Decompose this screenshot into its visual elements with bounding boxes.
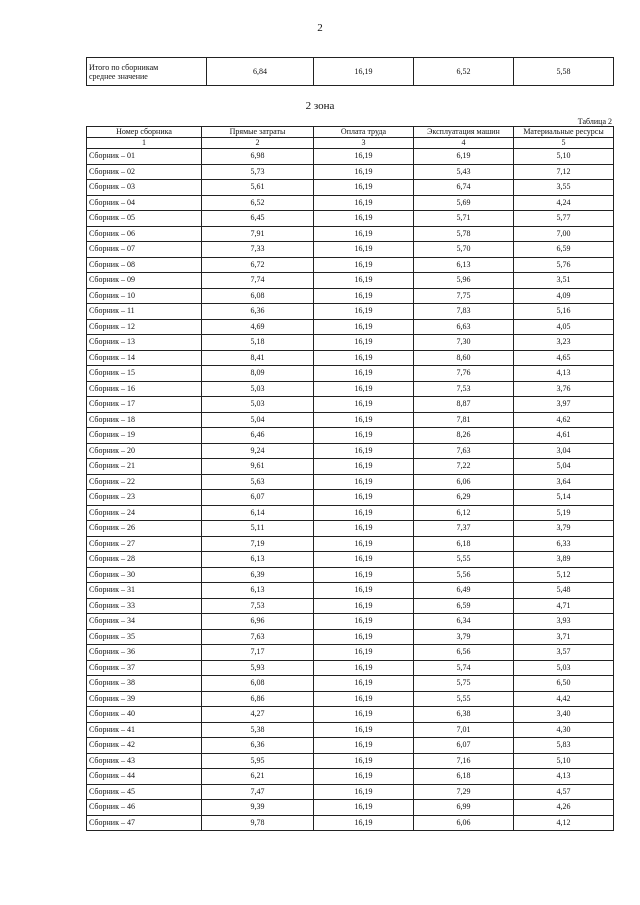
cell-direct-costs: 7,91: [202, 226, 314, 242]
cell-machines: 6,18: [414, 769, 514, 785]
cell-direct-costs: 6,36: [202, 738, 314, 754]
cell-direct-costs: 6,13: [202, 552, 314, 568]
cell-labor: 16,19: [314, 567, 414, 583]
cell-direct-costs: 8,09: [202, 366, 314, 382]
collections-table: [86, 126, 614, 831]
cell-materials: 3,97: [514, 397, 614, 413]
cell-collection-name: Сборник – 40: [87, 707, 202, 723]
cell-collection-name: Сборник – 18: [87, 412, 202, 428]
cell-labor: 16,19: [314, 443, 414, 459]
cell-direct-costs: 5,03: [202, 397, 314, 413]
table-row: [87, 319, 614, 335]
cell-machines: 5,56: [414, 567, 514, 583]
table-row: [87, 629, 614, 645]
cell-materials: 3,23: [514, 335, 614, 351]
cell-materials: 3,71: [514, 629, 614, 645]
cell-direct-costs: 5,73: [202, 164, 314, 180]
cell-direct-costs: 9,39: [202, 800, 314, 816]
cell-materials: 3,76: [514, 381, 614, 397]
cell-direct-costs: 8,41: [202, 350, 314, 366]
cell-direct-costs: 6,46: [202, 428, 314, 444]
cell-labor: 16,19: [314, 536, 414, 552]
cell-machines: 5,96: [414, 273, 514, 289]
table-caption: Таблица 2: [577, 117, 612, 126]
cell-collection-name: Сборник – 16: [87, 381, 202, 397]
table-row: [87, 366, 614, 382]
table-row: [87, 784, 614, 800]
cell-materials: 3,51: [514, 273, 614, 289]
summary-value-materials: 5,58: [514, 58, 614, 86]
cell-labor: 16,19: [314, 381, 414, 397]
cell-labor: 16,19: [314, 242, 414, 258]
cell-collection-name: Сборник – 08: [87, 257, 202, 273]
cell-machines: 6,19: [414, 149, 514, 165]
cell-collection-name: Сборник – 45: [87, 784, 202, 800]
table-row: [87, 614, 614, 630]
cell-labor: 16,19: [314, 521, 414, 537]
cell-labor: 16,19: [314, 738, 414, 754]
summary-row: [87, 58, 614, 86]
table-row: [87, 753, 614, 769]
table-row: [87, 288, 614, 304]
cell-collection-name: Сборник – 39: [87, 691, 202, 707]
cell-materials: 4,71: [514, 598, 614, 614]
cell-machines: 6,29: [414, 490, 514, 506]
cell-materials: 3,79: [514, 521, 614, 537]
cell-direct-costs: 6,96: [202, 614, 314, 630]
cell-collection-name: Сборник – 42: [87, 738, 202, 754]
table-row: [87, 397, 614, 413]
cell-labor: 16,19: [314, 428, 414, 444]
cell-machines: 6,34: [414, 614, 514, 630]
summary-table: [86, 57, 614, 86]
cell-collection-name: Сборник – 35: [87, 629, 202, 645]
cell-machines: 5,75: [414, 676, 514, 692]
cell-labor: 16,19: [314, 304, 414, 320]
table-row: [87, 738, 614, 754]
table-row: [87, 800, 614, 816]
table-body: [87, 149, 614, 831]
table-row: [87, 660, 614, 676]
cell-materials: 4,09: [514, 288, 614, 304]
cell-materials: 3,57: [514, 645, 614, 661]
cell-materials: 3,89: [514, 552, 614, 568]
cell-labor: 16,19: [314, 459, 414, 475]
table-row: [87, 381, 614, 397]
cell-materials: 5,16: [514, 304, 614, 320]
cell-machines: 6,07: [414, 738, 514, 754]
cell-collection-name: Сборник – 44: [87, 769, 202, 785]
cell-machines: 7,81: [414, 412, 514, 428]
cell-machines: 7,29: [414, 784, 514, 800]
cell-machines: 5,69: [414, 195, 514, 211]
cell-machines: 7,75: [414, 288, 514, 304]
cell-machines: 3,79: [414, 629, 514, 645]
cell-machines: 5,74: [414, 660, 514, 676]
zone-heading: 2 зона: [305, 100, 335, 112]
cell-direct-costs: 7,63: [202, 629, 314, 645]
cell-direct-costs: 5,93: [202, 660, 314, 676]
cell-materials: 3,55: [514, 180, 614, 196]
cell-collection-name: Сборник – 21: [87, 459, 202, 475]
cell-machines: 7,63: [414, 443, 514, 459]
header-direct-costs: Прямые затраты: [202, 127, 314, 138]
cell-collection-name: Сборник – 10: [87, 288, 202, 304]
cell-machines: 6,06: [414, 474, 514, 490]
cell-direct-costs: 7,74: [202, 273, 314, 289]
cell-materials: 3,04: [514, 443, 614, 459]
table-header-row: [87, 127, 614, 138]
cell-direct-costs: 6,07: [202, 490, 314, 506]
cell-machines: 7,53: [414, 381, 514, 397]
table-row: [87, 335, 614, 351]
cell-direct-costs: 9,61: [202, 459, 314, 475]
cell-direct-costs: 6,45: [202, 211, 314, 227]
cell-machines: 5,78: [414, 226, 514, 242]
cell-labor: 16,19: [314, 335, 414, 351]
cell-materials: 5,12: [514, 567, 614, 583]
cell-materials: 4,62: [514, 412, 614, 428]
cell-collection-name: Сборник – 04: [87, 195, 202, 211]
table-row: [87, 304, 614, 320]
cell-collection-name: Сборник – 37: [87, 660, 202, 676]
cell-machines: 8,87: [414, 397, 514, 413]
cell-machines: 7,76: [414, 366, 514, 382]
cell-direct-costs: 5,04: [202, 412, 314, 428]
table-row: [87, 676, 614, 692]
cell-labor: 16,19: [314, 753, 414, 769]
cell-materials: 5,10: [514, 149, 614, 165]
cell-machines: 5,70: [414, 242, 514, 258]
summary-label-line2: среднее значение: [89, 71, 148, 81]
cell-collection-name: Сборник – 41: [87, 722, 202, 738]
cell-labor: 16,19: [314, 784, 414, 800]
header-collection-number: Номер сборника: [87, 127, 202, 138]
header-materials: Материальные ресурсы: [514, 127, 614, 138]
cell-materials: 5,03: [514, 660, 614, 676]
cell-direct-costs: 5,11: [202, 521, 314, 537]
cell-machines: 6,99: [414, 800, 514, 816]
cell-materials: 5,19: [514, 505, 614, 521]
cell-labor: 16,19: [314, 211, 414, 227]
table-row: [87, 769, 614, 785]
cell-labor: 16,19: [314, 319, 414, 335]
cell-direct-costs: 7,47: [202, 784, 314, 800]
cell-machines: 6,56: [414, 645, 514, 661]
cell-materials: 5,48: [514, 583, 614, 599]
cell-materials: 7,12: [514, 164, 614, 180]
cell-labor: 16,19: [314, 660, 414, 676]
cell-collection-name: Сборник – 05: [87, 211, 202, 227]
summary-label: [87, 58, 207, 86]
cell-machines: 6,06: [414, 815, 514, 831]
table-row: [87, 164, 614, 180]
cell-labor: 16,19: [314, 769, 414, 785]
table-row: [87, 536, 614, 552]
header-labor: Оплата труда: [314, 127, 414, 138]
cell-machines: 5,43: [414, 164, 514, 180]
cell-direct-costs: 7,19: [202, 536, 314, 552]
cell-direct-costs: 5,03: [202, 381, 314, 397]
summary-value-machines: 6,52: [414, 58, 514, 86]
table-row: [87, 645, 614, 661]
header-machines: Эксплуатация машин: [414, 127, 514, 138]
cell-direct-costs: 9,78: [202, 815, 314, 831]
cell-collection-name: Сборник – 28: [87, 552, 202, 568]
cell-collection-name: Сборник – 47: [87, 815, 202, 831]
cell-materials: 3,93: [514, 614, 614, 630]
table-row: [87, 350, 614, 366]
cell-materials: 3,64: [514, 474, 614, 490]
table-row: [87, 505, 614, 521]
table-row: [87, 521, 614, 537]
cell-labor: 16,19: [314, 800, 414, 816]
table-row: [87, 567, 614, 583]
cell-materials: 5,77: [514, 211, 614, 227]
cell-machines: 7,37: [414, 521, 514, 537]
table-row: [87, 722, 614, 738]
cell-collection-name: Сборник – 06: [87, 226, 202, 242]
table-row: [87, 815, 614, 831]
cell-labor: 16,19: [314, 180, 414, 196]
cell-direct-costs: 4,27: [202, 707, 314, 723]
table-row: [87, 707, 614, 723]
summary-value-direct-costs: 6,84: [207, 58, 314, 86]
table-row: [87, 474, 614, 490]
cell-machines: 6,49: [414, 583, 514, 599]
cell-direct-costs: 6,08: [202, 676, 314, 692]
cell-labor: 16,19: [314, 257, 414, 273]
cell-materials: 4,65: [514, 350, 614, 366]
column-number: 5: [514, 138, 614, 149]
table-row: [87, 195, 614, 211]
table-row: [87, 691, 614, 707]
cell-labor: 16,19: [314, 629, 414, 645]
cell-labor: 16,19: [314, 490, 414, 506]
cell-machines: 6,74: [414, 180, 514, 196]
cell-machines: 5,55: [414, 691, 514, 707]
cell-labor: 16,19: [314, 350, 414, 366]
cell-labor: 16,19: [314, 691, 414, 707]
cell-direct-costs: 5,63: [202, 474, 314, 490]
cell-materials: 4,61: [514, 428, 614, 444]
table-row: [87, 443, 614, 459]
cell-collection-name: Сборник – 03: [87, 180, 202, 196]
summary-value-labor: 16,19: [314, 58, 414, 86]
cell-materials: 4,24: [514, 195, 614, 211]
cell-labor: 16,19: [314, 149, 414, 165]
cell-direct-costs: 5,18: [202, 335, 314, 351]
cell-machines: 5,55: [414, 552, 514, 568]
cell-machines: 5,71: [414, 211, 514, 227]
cell-labor: 16,19: [314, 288, 414, 304]
cell-labor: 16,19: [314, 505, 414, 521]
cell-labor: 16,19: [314, 273, 414, 289]
cell-direct-costs: 5,38: [202, 722, 314, 738]
summary-label-line1: Итого по сборникам: [89, 62, 159, 72]
cell-labor: 16,19: [314, 583, 414, 599]
cell-collection-name: Сборник – 22: [87, 474, 202, 490]
cell-materials: 7,00: [514, 226, 614, 242]
cell-collection-name: Сборник – 38: [87, 676, 202, 692]
cell-labor: 16,19: [314, 598, 414, 614]
cell-collection-name: Сборник – 31: [87, 583, 202, 599]
cell-direct-costs: 7,33: [202, 242, 314, 258]
cell-labor: 16,19: [314, 645, 414, 661]
cell-materials: 4,05: [514, 319, 614, 335]
cell-direct-costs: 7,17: [202, 645, 314, 661]
column-number: 3: [314, 138, 414, 149]
cell-collection-name: Сборник – 19: [87, 428, 202, 444]
cell-labor: 16,19: [314, 676, 414, 692]
cell-collection-name: Сборник – 17: [87, 397, 202, 413]
cell-machines: 8,60: [414, 350, 514, 366]
cell-labor: 16,19: [314, 397, 414, 413]
cell-machines: 7,22: [414, 459, 514, 475]
cell-collection-name: Сборник – 13: [87, 335, 202, 351]
cell-direct-costs: 6,13: [202, 583, 314, 599]
cell-labor: 16,19: [314, 164, 414, 180]
cell-materials: 5,10: [514, 753, 614, 769]
cell-labor: 16,19: [314, 366, 414, 382]
table-row: [87, 149, 614, 165]
cell-labor: 16,19: [314, 474, 414, 490]
cell-direct-costs: 6,39: [202, 567, 314, 583]
cell-machines: 7,83: [414, 304, 514, 320]
cell-machines: 6,38: [414, 707, 514, 723]
cell-direct-costs: 6,52: [202, 195, 314, 211]
cell-collection-name: Сборник – 36: [87, 645, 202, 661]
cell-materials: 5,14: [514, 490, 614, 506]
cell-materials: 4,13: [514, 366, 614, 382]
cell-direct-costs: 9,24: [202, 443, 314, 459]
cell-direct-costs: 6,98: [202, 149, 314, 165]
cell-collection-name: Сборник – 11: [87, 304, 202, 320]
cell-collection-name: Сборник – 23: [87, 490, 202, 506]
table-row: [87, 459, 614, 475]
cell-materials: 3,40: [514, 707, 614, 723]
cell-labor: 16,19: [314, 226, 414, 242]
table-row: [87, 226, 614, 242]
cell-collection-name: Сборник – 15: [87, 366, 202, 382]
cell-collection-name: Сборник – 27: [87, 536, 202, 552]
cell-machines: 6,59: [414, 598, 514, 614]
table-row: [87, 428, 614, 444]
cell-labor: 16,19: [314, 815, 414, 831]
cell-collection-name: Сборник – 24: [87, 505, 202, 521]
table-row: [87, 242, 614, 258]
cell-materials: 4,42: [514, 691, 614, 707]
table-row: [87, 273, 614, 289]
cell-machines: 6,12: [414, 505, 514, 521]
column-number-row: [87, 138, 614, 149]
cell-labor: 16,19: [314, 614, 414, 630]
cell-materials: 6,33: [514, 536, 614, 552]
table-row: [87, 583, 614, 599]
table-row: [87, 211, 614, 227]
cell-materials: 4,26: [514, 800, 614, 816]
cell-collection-name: Сборник – 20: [87, 443, 202, 459]
table-row: [87, 490, 614, 506]
cell-materials: 5,76: [514, 257, 614, 273]
cell-materials: 5,04: [514, 459, 614, 475]
cell-machines: 6,13: [414, 257, 514, 273]
cell-machines: 7,16: [414, 753, 514, 769]
column-number: 4: [414, 138, 514, 149]
column-number: 2: [202, 138, 314, 149]
cell-labor: 16,19: [314, 552, 414, 568]
table-row: [87, 412, 614, 428]
cell-direct-costs: 6,36: [202, 304, 314, 320]
cell-direct-costs: 6,21: [202, 769, 314, 785]
cell-materials: 6,50: [514, 676, 614, 692]
cell-machines: 8,26: [414, 428, 514, 444]
cell-collection-name: Сборник – 02: [87, 164, 202, 180]
cell-materials: 5,83: [514, 738, 614, 754]
cell-machines: 7,01: [414, 722, 514, 738]
cell-direct-costs: 6,72: [202, 257, 314, 273]
cell-materials: 4,13: [514, 769, 614, 785]
cell-collection-name: Сборник – 46: [87, 800, 202, 816]
cell-collection-name: Сборник – 14: [87, 350, 202, 366]
cell-materials: 6,59: [514, 242, 614, 258]
table-row: [87, 552, 614, 568]
cell-collection-name: Сборник – 01: [87, 149, 202, 165]
cell-collection-name: Сборник – 33: [87, 598, 202, 614]
cell-collection-name: Сборник – 12: [87, 319, 202, 335]
cell-direct-costs: 7,53: [202, 598, 314, 614]
cell-collection-name: Сборник – 34: [87, 614, 202, 630]
cell-machines: 6,18: [414, 536, 514, 552]
table-row: [87, 180, 614, 196]
cell-materials: 4,57: [514, 784, 614, 800]
cell-collection-name: Сборник – 43: [87, 753, 202, 769]
cell-direct-costs: 4,69: [202, 319, 314, 335]
cell-machines: 7,30: [414, 335, 514, 351]
cell-materials: 4,30: [514, 722, 614, 738]
table-row: [87, 598, 614, 614]
cell-direct-costs: 6,86: [202, 691, 314, 707]
cell-direct-costs: 5,61: [202, 180, 314, 196]
column-number: 1: [87, 138, 202, 149]
page-number: 2: [317, 22, 323, 34]
cell-labor: 16,19: [314, 195, 414, 211]
cell-labor: 16,19: [314, 722, 414, 738]
cell-collection-name: Сборник – 07: [87, 242, 202, 258]
cell-machines: 6,63: [414, 319, 514, 335]
cell-collection-name: Сборник – 09: [87, 273, 202, 289]
cell-direct-costs: 6,14: [202, 505, 314, 521]
cell-direct-costs: 5,95: [202, 753, 314, 769]
cell-collection-name: Сборник – 26: [87, 521, 202, 537]
table-row: [87, 257, 614, 273]
cell-materials: 4,12: [514, 815, 614, 831]
cell-direct-costs: 6,08: [202, 288, 314, 304]
cell-labor: 16,19: [314, 707, 414, 723]
cell-labor: 16,19: [314, 412, 414, 428]
cell-collection-name: Сборник – 30: [87, 567, 202, 583]
